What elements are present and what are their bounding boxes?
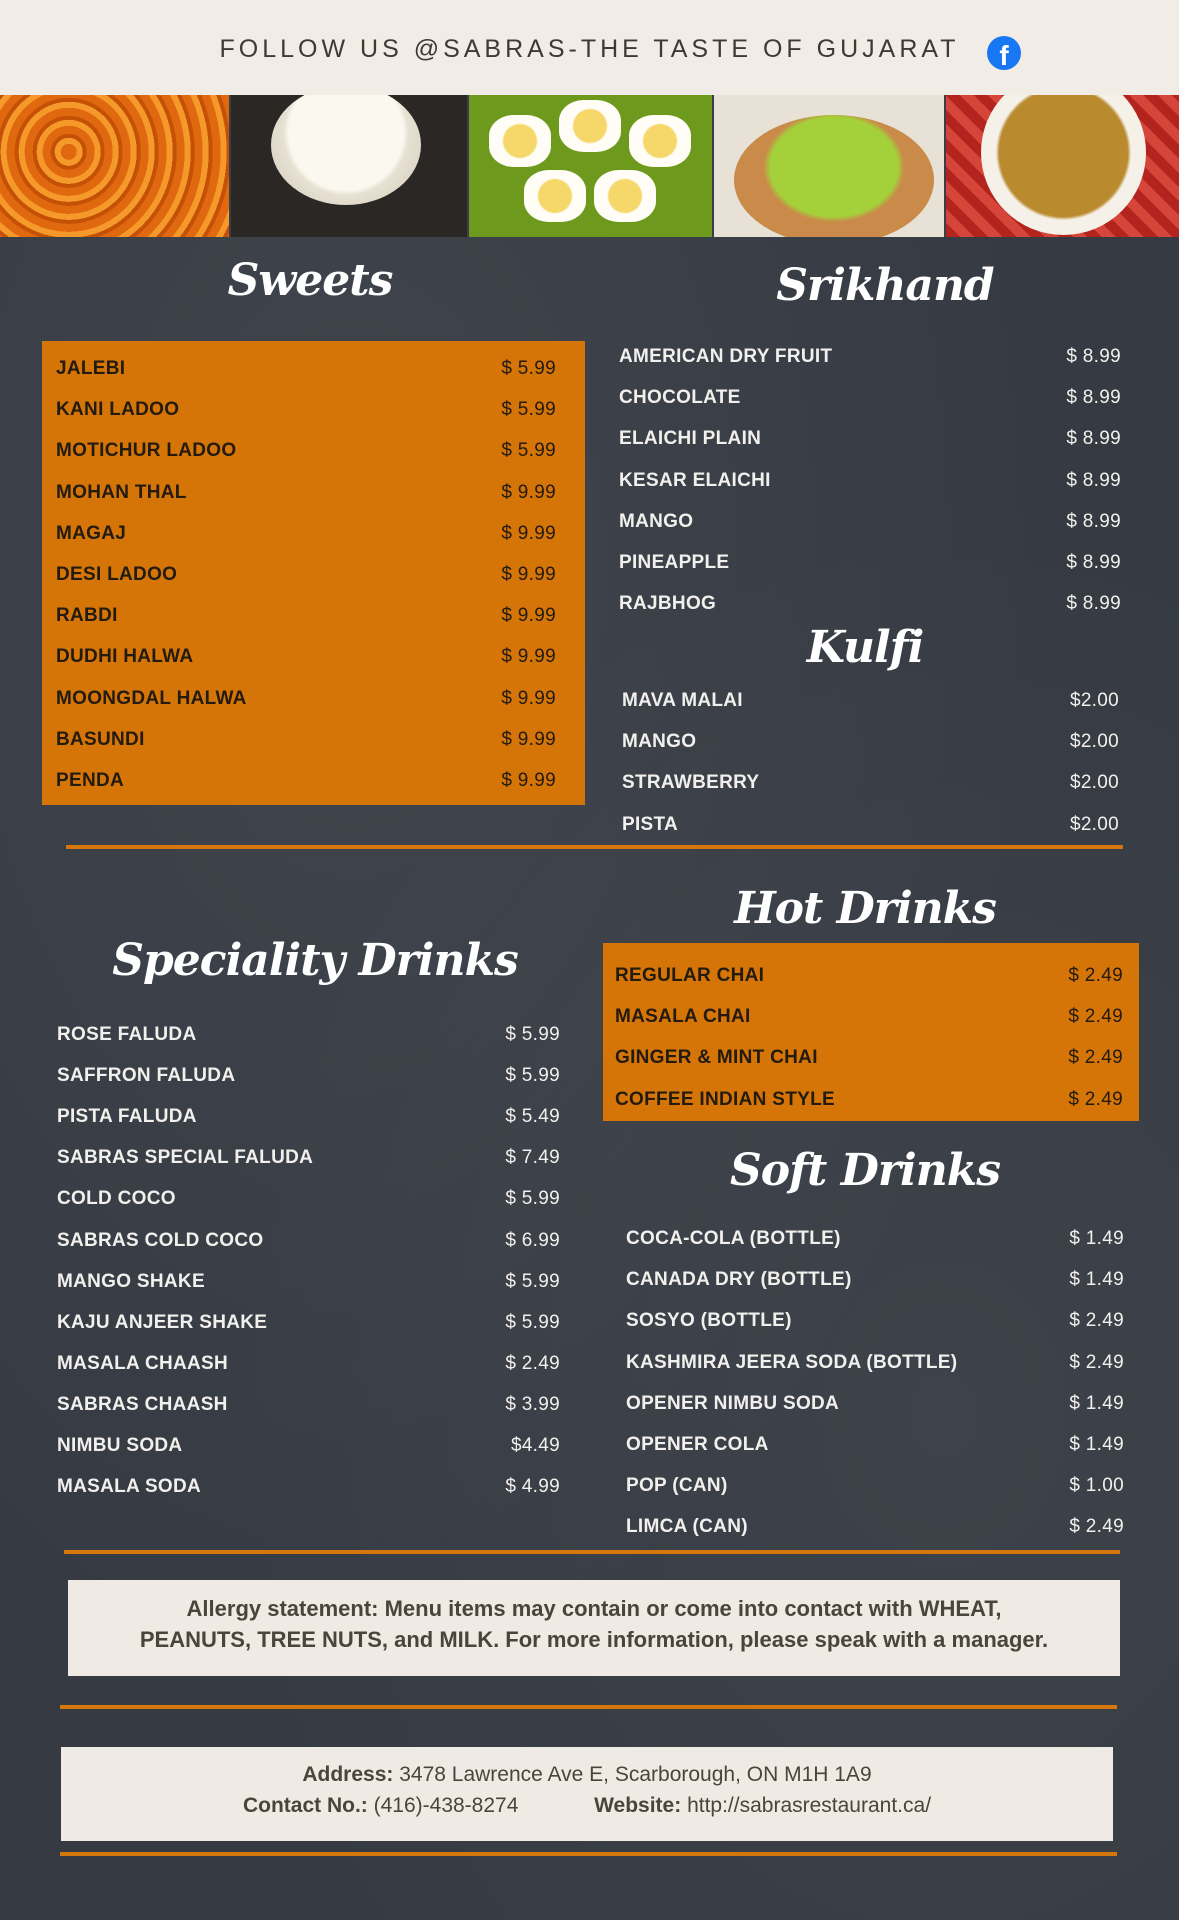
menu-item bbox=[619, 593, 1121, 617]
menu-item bbox=[56, 729, 556, 753]
menu-item-price: $ 1.00 bbox=[1069, 1475, 1124, 1496]
srikhand-title: Srikhand bbox=[776, 260, 994, 311]
menu-item-name: RAJBHOG bbox=[619, 593, 717, 614]
menu-item bbox=[57, 1065, 560, 1089]
menu-item bbox=[57, 1312, 560, 1336]
menu-item bbox=[626, 1228, 1124, 1252]
menu-item bbox=[622, 814, 1119, 838]
sweets-title: Sweets bbox=[227, 255, 393, 306]
menu-item-name: MANGO SHAKE bbox=[57, 1271, 205, 1292]
menu-item-name: PISTA bbox=[622, 814, 679, 835]
menu-item bbox=[619, 470, 1121, 494]
menu-item-price: $ 5.99 bbox=[505, 1271, 560, 1292]
menu-item-price: $ 8.99 bbox=[1066, 593, 1121, 614]
menu-item-name: CANADA DRY (BOTTLE) bbox=[626, 1269, 852, 1290]
menu-item bbox=[619, 428, 1121, 452]
menu-item bbox=[57, 1106, 560, 1130]
menu-item bbox=[626, 1269, 1124, 1293]
menu-item-name: SABRAS COLD COCO bbox=[57, 1230, 264, 1251]
menu-item-price: $4.49 bbox=[510, 1435, 560, 1456]
menu-item bbox=[56, 523, 556, 547]
menu-item-price: $ 1.49 bbox=[1069, 1434, 1124, 1455]
menu-item bbox=[56, 399, 556, 423]
menu-item-price: $ 9.99 bbox=[501, 605, 556, 626]
menu-item-name: CHOCOLATE bbox=[619, 387, 741, 408]
menu-item-price: $ 1.49 bbox=[1069, 1393, 1124, 1414]
menu-item-price: $ 2.49 bbox=[505, 1353, 560, 1374]
menu-item-price: $ 8.99 bbox=[1066, 346, 1121, 367]
menu-item bbox=[57, 1271, 560, 1295]
menu-item bbox=[57, 1353, 560, 1377]
menu-item-name: MANGO bbox=[622, 731, 697, 752]
rabdi-photo bbox=[231, 95, 467, 237]
menu-item-name: KASHMIRA JEERA SODA (BOTTLE) bbox=[626, 1352, 958, 1373]
menu-item-price: $ 8.99 bbox=[1066, 387, 1121, 408]
menu-item bbox=[615, 1047, 1123, 1071]
menu-item-name: BASUNDI bbox=[56, 729, 145, 750]
divider-4 bbox=[60, 1852, 1117, 1856]
menu-item-name: SOSYO (BOTTLE) bbox=[626, 1310, 792, 1331]
menu-item-price: $ 2.49 bbox=[1068, 1089, 1123, 1110]
divider-1 bbox=[66, 845, 1123, 849]
menu-item-price: $ 2.49 bbox=[1068, 965, 1123, 986]
kulfi-title: Kulfi bbox=[806, 622, 924, 673]
menu-item bbox=[56, 605, 556, 629]
allergy-line-2: PEANUTS, TREE NUTS, and MILK. For more information, please speak with a manager. bbox=[139, 1627, 1049, 1652]
menu-item-name: MAVA MALAI bbox=[622, 690, 743, 711]
srikhand-photo bbox=[714, 95, 944, 237]
menu-item-price: $ 9.99 bbox=[501, 729, 556, 750]
menu-item bbox=[626, 1516, 1124, 1540]
menu-item bbox=[57, 1476, 560, 1500]
menu-item-name: ROSE FALUDA bbox=[57, 1024, 197, 1045]
menu-item bbox=[626, 1475, 1124, 1499]
menu-item-price: $ 8.99 bbox=[1066, 470, 1121, 491]
menu-item bbox=[615, 1006, 1123, 1030]
menu-item-price: $ 9.99 bbox=[501, 564, 556, 585]
menu-item-name: MOHAN THAL bbox=[56, 482, 187, 503]
phone-value: (416)-438-8274 bbox=[373, 1794, 519, 1817]
menu-item-name: SABRAS SPECIAL FALUDA bbox=[57, 1147, 314, 1168]
menu-item bbox=[626, 1352, 1124, 1376]
menu-item bbox=[56, 770, 556, 794]
menu-item-price: $2.00 bbox=[1069, 690, 1119, 711]
menu-item-name: PINEAPPLE bbox=[619, 552, 730, 573]
menu-item bbox=[56, 688, 556, 712]
menu-item-name: MASALA CHAASH bbox=[57, 1353, 229, 1374]
menu-item-name: KAJU ANJEER SHAKE bbox=[57, 1312, 268, 1333]
header-bar bbox=[0, 0, 1179, 95]
menu-item-price: $ 5.99 bbox=[505, 1024, 560, 1045]
menu-item bbox=[622, 772, 1119, 796]
divider-2 bbox=[64, 1550, 1120, 1554]
menu-item bbox=[57, 1024, 560, 1048]
menu-item-price: $ 5.99 bbox=[505, 1312, 560, 1333]
menu-item-name: COFFEE INDIAN STYLE bbox=[615, 1089, 835, 1110]
menu-item-price: $ 2.49 bbox=[1068, 1047, 1123, 1068]
menu-item-price: $ 9.99 bbox=[501, 482, 556, 503]
menu-item bbox=[626, 1434, 1124, 1458]
penda-photo bbox=[469, 95, 712, 237]
menu-item bbox=[626, 1310, 1124, 1334]
menu-item-name: MASALA SODA bbox=[57, 1476, 202, 1497]
menu-item-price: $ 7.49 bbox=[505, 1147, 560, 1168]
menu-item bbox=[57, 1435, 560, 1459]
follow-us-text: FOLLOW US @SABRAS-THE TASTE OF GUJARAT bbox=[219, 35, 960, 63]
food-photo-strip bbox=[0, 95, 1179, 237]
menu-item-name: KESAR ELAICHI bbox=[619, 470, 771, 491]
soft-drinks-title: Soft Drinks bbox=[730, 1145, 1000, 1196]
menu-item-name: MOONGDAL HALWA bbox=[56, 688, 247, 709]
menu-item-name: MANGO bbox=[619, 511, 694, 532]
menu-item bbox=[56, 646, 556, 670]
menu-item-price: $2.00 bbox=[1069, 772, 1119, 793]
menu-item bbox=[56, 564, 556, 588]
menu-item-price: $ 5.99 bbox=[501, 440, 556, 461]
menu-item bbox=[56, 358, 556, 382]
contact-line bbox=[61, 1790, 1113, 1821]
menu-item-name: JALEBI bbox=[56, 358, 126, 379]
menu-item-price: $ 2.49 bbox=[1069, 1352, 1124, 1373]
menu-item-price: $ 9.99 bbox=[501, 770, 556, 791]
menu-item-price: $ 6.99 bbox=[505, 1230, 560, 1251]
speciality-drinks-title: Speciality Drinks bbox=[112, 935, 518, 986]
menu-item-price: $ 2.49 bbox=[1068, 1006, 1123, 1027]
menu-item-name: LIMCA (CAN) bbox=[626, 1516, 748, 1537]
menu-item bbox=[57, 1394, 560, 1418]
menu-item-price: $ 5.99 bbox=[501, 358, 556, 379]
menu-item-name: RABDI bbox=[56, 605, 118, 626]
menu-item-name: PISTA FALUDA bbox=[57, 1106, 197, 1127]
facebook-icon[interactable]: f bbox=[987, 36, 1021, 70]
menu-item-name: DUDHI HALWA bbox=[56, 646, 194, 667]
menu-item-name: ELAICHI PLAIN bbox=[619, 428, 762, 449]
menu-item-price: $ 8.99 bbox=[1066, 428, 1121, 449]
menu-item-price: $ 9.99 bbox=[501, 688, 556, 709]
menu-item bbox=[622, 690, 1119, 714]
menu-item-price: $ 8.99 bbox=[1066, 552, 1121, 573]
menu-item-name: REGULAR CHAI bbox=[615, 965, 765, 986]
address-line bbox=[61, 1759, 1113, 1790]
menu-item-name: POP (CAN) bbox=[626, 1475, 728, 1496]
menu-item-name: COLD COCO bbox=[57, 1188, 176, 1209]
menu-item-name: MAGAJ bbox=[56, 523, 127, 544]
menu-item-price: $ 1.49 bbox=[1069, 1269, 1124, 1290]
menu-item-price: $ 9.99 bbox=[501, 646, 556, 667]
menu-item-name: OPENER NIMBU SODA bbox=[626, 1393, 840, 1414]
menu-item bbox=[615, 1089, 1123, 1113]
menu-item-name: DESI LADOO bbox=[56, 564, 178, 585]
menu-item-name: MOTICHUR LADOO bbox=[56, 440, 237, 461]
menu-item-price: $ 5.99 bbox=[505, 1188, 560, 1209]
address-value: 3478 Lawrence Ave E, Scarborough, ON M1H 1A9 bbox=[399, 1763, 872, 1786]
menu-item bbox=[619, 346, 1121, 370]
menu-item-price: $ 5.99 bbox=[501, 399, 556, 420]
menu-item-name: PENDA bbox=[56, 770, 125, 791]
website-link[interactable]: http://sabrasrestaurant.ca/ bbox=[687, 1794, 932, 1817]
menu-item-name: STRAWBERRY bbox=[622, 772, 760, 793]
menu-item-name: AMERICAN DRY FRUIT bbox=[619, 346, 833, 367]
menu-item bbox=[57, 1188, 560, 1212]
divider-3 bbox=[60, 1705, 1117, 1709]
menu-item-price: $2.00 bbox=[1069, 814, 1119, 835]
menu-item bbox=[626, 1393, 1124, 1417]
menu-item-price: $ 2.49 bbox=[1069, 1516, 1124, 1537]
menu-item-price: $ 3.99 bbox=[505, 1394, 560, 1415]
menu-item bbox=[619, 387, 1121, 411]
menu-item-name: GINGER & MINT CHAI bbox=[615, 1047, 818, 1068]
menu-item-price: $ 4.99 bbox=[505, 1476, 560, 1497]
menu-item bbox=[622, 731, 1119, 755]
menu-item bbox=[57, 1147, 560, 1171]
menu-item-name: OPENER COLA bbox=[626, 1434, 769, 1455]
menu-item bbox=[57, 1230, 560, 1254]
contact-panel bbox=[61, 1747, 1113, 1841]
website-label: Website: bbox=[594, 1794, 682, 1817]
hot-drinks-title: Hot Drinks bbox=[734, 883, 996, 934]
menu-item-name: NIMBU SODA bbox=[57, 1435, 183, 1456]
menu-item bbox=[619, 552, 1121, 576]
menu-item-price: $ 9.99 bbox=[501, 523, 556, 544]
menu-item-name: MASALA CHAI bbox=[615, 1006, 751, 1027]
menu-item-name: KANI LADOO bbox=[56, 399, 180, 420]
menu-item-price: $ 2.49 bbox=[1069, 1310, 1124, 1331]
allergy-statement bbox=[68, 1580, 1120, 1676]
menu-item-price: $ 5.99 bbox=[505, 1065, 560, 1086]
menu-item bbox=[56, 440, 556, 464]
phone-label: Contact No.: bbox=[242, 1794, 368, 1817]
menu-item bbox=[615, 965, 1123, 989]
menu-item-price: $ 5.49 bbox=[505, 1106, 560, 1127]
menu-item-price: $2.00 bbox=[1069, 731, 1119, 752]
halwa-photo bbox=[946, 95, 1179, 237]
menu-item-name: COCA-COLA (BOTTLE) bbox=[626, 1228, 841, 1249]
menu-item-name: SAFFRON FALUDA bbox=[57, 1065, 236, 1086]
jalebi-photo bbox=[0, 95, 229, 237]
menu-item-name: SABRAS CHAASH bbox=[57, 1394, 228, 1415]
menu-item-price: $ 8.99 bbox=[1066, 511, 1121, 532]
menu-item bbox=[619, 511, 1121, 535]
menu-item-price: $ 1.49 bbox=[1069, 1228, 1124, 1249]
menu-item bbox=[56, 482, 556, 506]
allergy-line-1: Allergy statement: Menu items may contain or come into contact with WHEAT, bbox=[186, 1596, 1002, 1621]
address-label: Address: bbox=[302, 1763, 394, 1786]
